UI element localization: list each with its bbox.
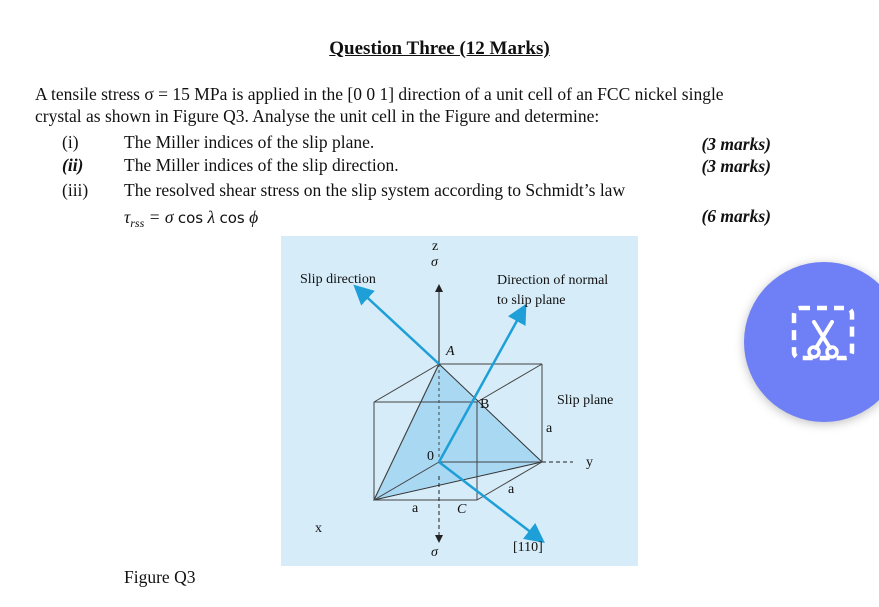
item-text-1: The Miller indices of the slip plane. bbox=[124, 132, 375, 152]
figure-caption: Figure Q3 bbox=[124, 567, 196, 587]
formula-lambda: λ bbox=[203, 207, 220, 227]
question-heading: Question Three (12 Marks) bbox=[329, 38, 550, 59]
x-axis-label: x bbox=[315, 521, 322, 536]
item-number-2: (ii) bbox=[62, 155, 84, 175]
item-marks-2: (3 marks) bbox=[701, 156, 771, 176]
sigma-bottom-label: σ bbox=[431, 545, 438, 560]
schmid-formula bbox=[124, 207, 258, 231]
item-marks-3: (6 marks) bbox=[701, 206, 771, 226]
item-number-1: (i) bbox=[62, 132, 79, 152]
edge-a-bottom-label: a bbox=[412, 501, 419, 516]
y-axis-label: y bbox=[586, 455, 593, 470]
formula-cos-2: cos bbox=[219, 209, 245, 227]
item-text-3: The resolved shear stress on the slip system according to Schmidt’s law bbox=[124, 180, 626, 200]
point-c-label: C bbox=[457, 502, 467, 517]
figure-q3 bbox=[281, 236, 638, 566]
edge-a-right-label: a bbox=[546, 421, 553, 436]
z-label: z bbox=[432, 239, 439, 254]
screenshot-crop-button[interactable] bbox=[744, 262, 879, 422]
sigma-top-label: σ bbox=[431, 255, 438, 270]
item-text-2: The Miller indices of the slip direction. bbox=[124, 155, 399, 175]
normal-label-line-2: to slip plane bbox=[497, 293, 566, 308]
formula-tau: τ bbox=[124, 207, 131, 227]
intro-line-1: A tensile stress σ = 15 MPa is applied in the [0 0 1] direction of a unit cell of an FCC nickel single bbox=[35, 84, 724, 104]
normal-label-line-1: Direction of normal bbox=[497, 273, 609, 288]
slip-plane-label: Slip plane bbox=[557, 393, 614, 408]
edge-a-mid-label: a bbox=[508, 482, 515, 497]
formula-equals-sigma: = σ bbox=[144, 207, 178, 227]
point-a-label: A bbox=[446, 344, 455, 359]
formula-subscript: rss bbox=[130, 216, 145, 230]
scissors-crop-icon bbox=[788, 302, 858, 368]
origin-label: 0 bbox=[427, 449, 434, 464]
formula-phi: ϕ bbox=[244, 207, 259, 227]
intro-line-2: crystal as shown in Figure Q3. Analyse the unit cell in the Figure and determine: bbox=[35, 106, 600, 126]
item-marks-1: (3 marks) bbox=[701, 134, 771, 154]
slip-direction-label: Slip direction bbox=[300, 272, 376, 287]
item-number-3: (iii) bbox=[62, 180, 89, 200]
direction-110-label: [110] bbox=[513, 540, 543, 555]
formula-cos-1: cos bbox=[177, 209, 204, 227]
point-b-label: B bbox=[480, 397, 490, 412]
